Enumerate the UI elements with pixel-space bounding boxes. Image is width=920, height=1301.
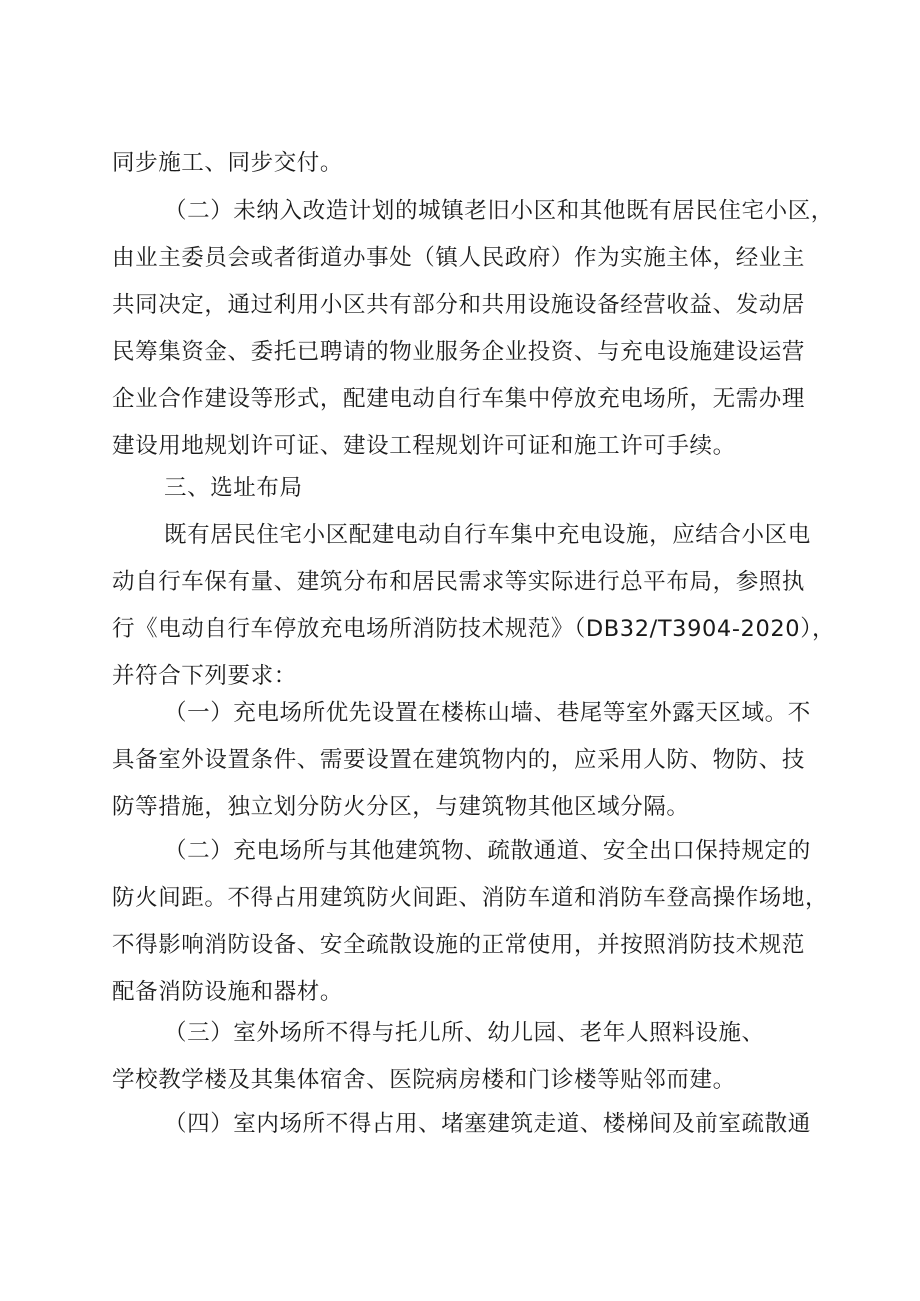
- text-line: 配备消防设施和器材。: [112, 979, 344, 1005]
- text-line: 三、选址布局: [164, 475, 303, 501]
- text-line: 建设用地规划许可证、建设工程规划许可证和施工许可手续。: [112, 433, 736, 459]
- text-line: （四）室内场所不得占用、堵塞建筑走道、楼梯间及前室疏散通: [164, 1111, 811, 1137]
- text-line: 防火间距。不得占用建筑防火间距、消防车道和消防车登高操作场地，: [112, 885, 829, 911]
- text-line: 学校教学楼及其集体宿舍、医院病房楼和门诊楼等贴邻而建。: [112, 1067, 736, 1093]
- text-line: 同步施工、同步交付。: [112, 150, 344, 176]
- text-line: 既有居民住宅小区配建电动自行车集中充电设施，应结合小区电: [164, 522, 811, 548]
- paragraph-item-one-location: [112, 690, 832, 831]
- text-line: 由业主委员会或者街道办事处（镇人民政府）作为实施主体，经业主: [112, 245, 806, 271]
- text-line: （一）充电场所优先设置在楼栋山墙、巷尾等室外露天区域。不: [164, 700, 811, 726]
- section-heading-site-layout: [112, 465, 832, 512]
- text-line: 不得影响消防设备、安全疏散设施的正常使用，并按照消防技术规范: [112, 932, 806, 958]
- paragraph-intro-requirements: [112, 512, 836, 700]
- paragraph-item-three-outdoor: [112, 1010, 832, 1104]
- paragraph-item-two-fire-distance: [112, 828, 832, 1016]
- text-line: （二）未纳入改造计划的城镇老旧小区和其他既有居民住宅小区，: [164, 198, 834, 224]
- text-line: 动自行车保有量、建筑分布和居民需求等实际进行总平布局，参照执: [112, 569, 806, 595]
- text-line: 企业合作建设等形式，配建电动自行车集中停放充电场所，无需办理: [112, 386, 806, 412]
- text-line: （三）室外场所不得与托儿所、幼儿园、老年人照料设施、: [164, 1020, 765, 1046]
- paragraph-item-four-indoor: [112, 1101, 832, 1148]
- text-line: （二）充电场所与其他建筑物、疏散通道、安全出口保持规定的: [164, 838, 811, 864]
- text-line: 并符合下列要求：: [112, 663, 297, 689]
- text-line: 行《电动自行车停放充电场所消防技术规范》（DB32/T3904-2020），: [112, 616, 836, 642]
- text-line: 防等措施，独立划分防火分区，与建筑物其他区域分隔。: [112, 794, 690, 820]
- text-line: 具备室外设置条件、需要设置在建筑物内的，应采用人防、物防、技: [112, 747, 806, 773]
- text-line: 民筹集资金、委托已聘请的物业服务企业投资、与充电设施建设运营: [112, 339, 806, 365]
- paragraph-item-two-unrenovated: [112, 188, 832, 470]
- paragraph-continuation: [112, 140, 832, 187]
- text-line: 共同决定，通过利用小区共有部分和共用设施设备经营收益、发动居: [112, 292, 806, 318]
